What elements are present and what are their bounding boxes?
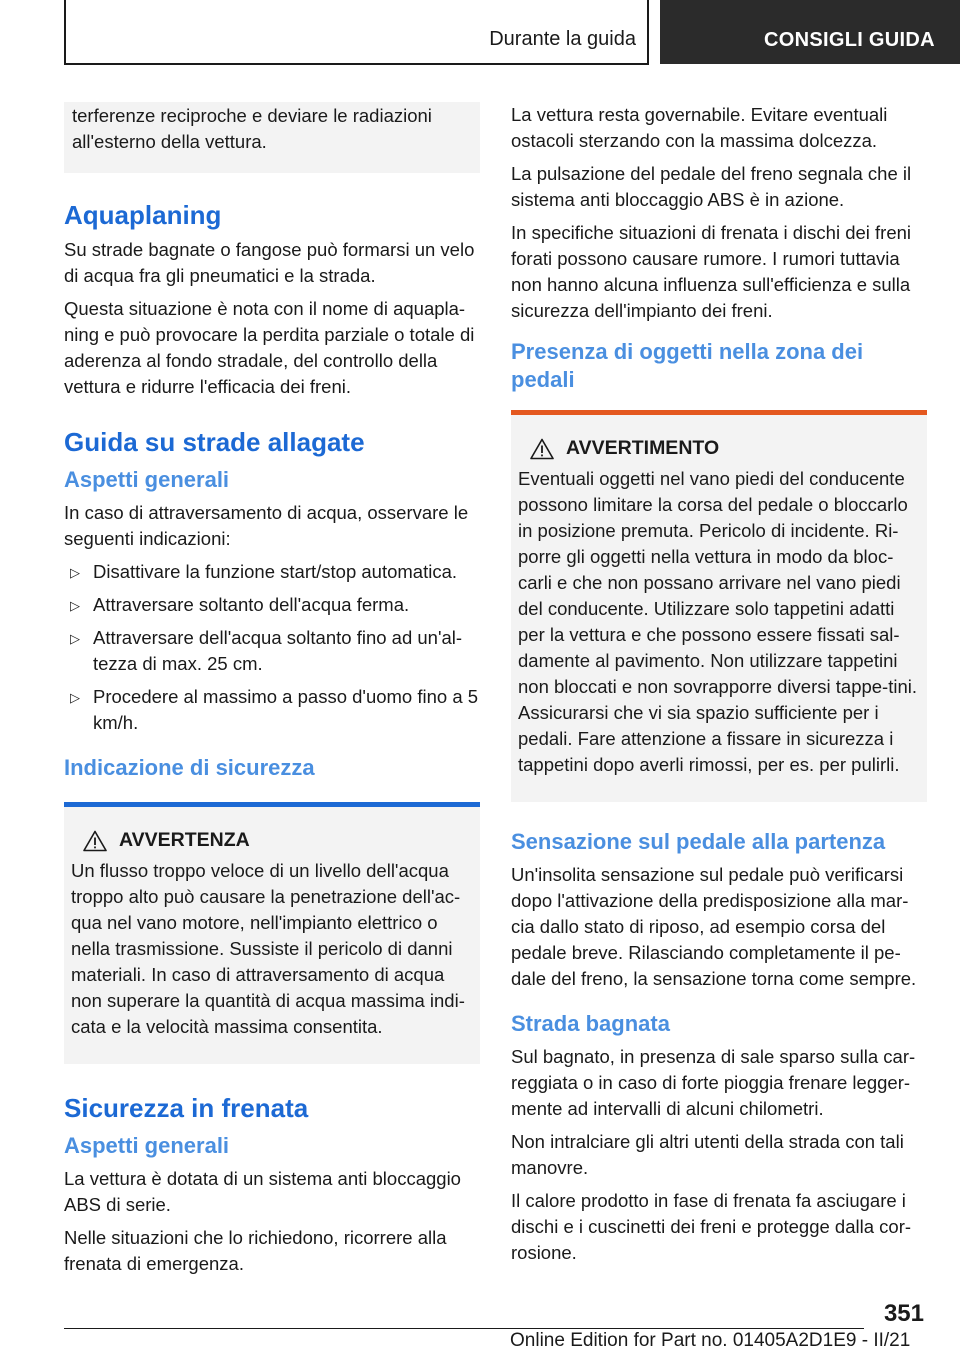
braking-paragraph-2: Nelle situazioni che lo richiedono, ricorrere alla frenata di emergenza. bbox=[64, 1227, 447, 1274]
warning-triangle-icon bbox=[530, 438, 554, 460]
triangle-bullet-icon: ▷ bbox=[70, 690, 80, 705]
abs-paragraph-3: In specifiche situazioni di frenata i dischi dei freni forati possono causare rumore. I rumori tuttavia non hanno alcuna influenza sull'efficienza e sulla sicurezza dell'impianto dei freni. bbox=[511, 222, 912, 321]
header-rule-left bbox=[64, 0, 66, 64]
warning-title-row bbox=[518, 437, 921, 460]
triangle-bullet-icon: ▷ bbox=[70, 631, 80, 646]
triangle-bullet-icon: ▷ bbox=[70, 565, 80, 580]
left-column bbox=[64, 102, 480, 1284]
list-item: ▷ Disattivare la funzione start/stop automatica. bbox=[64, 559, 480, 585]
abs-paragraph-1: La vettura resta governabile. Evitare eventuali ostacoli sterzando con la massima dolcezza. bbox=[511, 104, 888, 151]
warning-text: Eventuali oggetti nel vano piedi del conducente possono limitare la corsa del pedale o bloccarlo in posizione premuta. Pericolo di incidente. Ri-porre gli oggetti nella vettura in modo da bloc-carli e che non possano arrivare nel vano piedi del conducente. Utilizzare solo tappetini adatti per la vettura e che possono essere fissati sal-damente al pavimento. Non utilizzare tappetini non bloccati e non sovrapporre diversi tappe-tini. Assicurarsi che vi sia spazio sufficiente per i pedali. Fare attenzione a fissare in sicurezza i tappetini dopo averli rimossi, per es. per pulirli. bbox=[518, 468, 918, 775]
footer-rule bbox=[64, 1328, 864, 1329]
wet-road-heading: Strada bagnata bbox=[511, 1011, 670, 1036]
header-rule-bottom bbox=[64, 63, 649, 65]
aquaplaning-paragraph-1: Su strade bagnate o fangose può formarsi un velo di acqua fra gli pneumatici e la strada. bbox=[64, 239, 475, 286]
wet-road-paragraph-1: Sul bagnato, in presenza di sale sparso sulla car-reggiata o in caso di forte pioggia frenare legger-mente ad intervalli di alcuni chilometri. bbox=[511, 1046, 916, 1119]
abs-paragraph-2: La pulsazione del pedale del freno segnala che il sistema anti bloccaggio ABS è in azione. bbox=[511, 163, 912, 210]
continued-text: terferenze reciproche e deviare le radiazioni all'esterno della vettura. bbox=[72, 105, 432, 152]
triangle-bullet-icon: ▷ bbox=[70, 598, 80, 613]
aquaplaning-heading: Aquaplaning bbox=[64, 200, 222, 230]
page-number: 351 bbox=[883, 1300, 924, 1327]
braking-paragraph-1: La vettura è dotata di un sistema anti bloccaggio ABS di serie. bbox=[64, 1168, 461, 1215]
flooded-roads-list bbox=[64, 559, 480, 736]
caution-box bbox=[64, 802, 480, 1064]
caution-text: Un flusso troppo veloce di un livello dell'acqua troppo alto può causare la penetrazione dell'ac-qua nel vano motore, nell'impianto elettrico o nella trasmissione. Sussiste il pericolo di danni materiali. In caso di attraversamento di acqua non superare la quantità di acqua massima indi-cata e la velocità massima consentita. bbox=[71, 860, 465, 1037]
list-item: ▷ Attraversare dell'acqua soltanto fino ad un'al-tezza di max. 25 cm. bbox=[70, 627, 463, 674]
list-item: ▷ Procedere al massimo a passo d'uomo fino a 5 km/h. bbox=[70, 686, 479, 733]
braking-general-heading: Aspetti generali bbox=[64, 1133, 230, 1158]
header-rule-divider bbox=[647, 0, 649, 64]
wet-road-paragraph-3: Il calore prodotto in fase di frenata fa asciugare i dischi e i cuscinetti dei freni e protegge dalla cor-rosione. bbox=[511, 1190, 912, 1263]
flooded-roads-heading: Guida su strade allagate bbox=[64, 427, 365, 457]
objects-pedals-heading: Presenza di oggetti nella zona dei pedali bbox=[511, 339, 864, 392]
warning-title: AVVERTIMENTO bbox=[566, 437, 720, 459]
aquaplaning-paragraph-2: Questa situazione è nota con il nome di aquapla-ning e può provocare la perdita parziale o totale di aderenza al fondo stradale, del controllo della vettura e ridurre l'efficacia dei freni. bbox=[64, 298, 475, 397]
footer-edition: Online Edition for Part no. 01405A2D1E9 - II/21 bbox=[510, 1330, 911, 1351]
safety-note-heading: Indicazione di sicurezza bbox=[64, 755, 315, 780]
pedal-feel-heading: Sensazione sul pedale alla partenza bbox=[511, 829, 886, 854]
right-column bbox=[511, 102, 927, 1273]
general-aspects-heading: Aspetti generali bbox=[64, 467, 230, 492]
header-section-title: Durante la guida bbox=[489, 28, 636, 50]
caution-title: AVVERTENZA bbox=[119, 829, 250, 851]
general-aspects-paragraph: In caso di attraversamento di acqua, osservare le seguenti indicazioni: bbox=[64, 502, 469, 549]
wet-road-paragraph-2: Non intralciare gli altri utenti della strada con tali manovre. bbox=[511, 1131, 904, 1178]
list-item: ▷ Attraversare soltanto dell'acqua ferma. bbox=[64, 592, 480, 618]
braking-safety-heading: Sicurezza in frenata bbox=[64, 1093, 309, 1123]
warning-box bbox=[511, 410, 927, 802]
continued-caution-box bbox=[64, 102, 480, 173]
pedal-feel-paragraph: Un'insolita sensazione sul pedale può verificarsi dopo l'attivazione della predisposizione alla mar-cia dallo stato di riposo, ad esempio corsa del pedale breve. Rilasciando completamente il pe-dale del freno, la sensazione torna come sempre. bbox=[511, 864, 917, 989]
caution-title-row bbox=[71, 829, 474, 852]
header-chapter-tab: CONSIGLI GUIDA bbox=[660, 0, 960, 64]
warning-triangle-icon bbox=[83, 830, 107, 852]
